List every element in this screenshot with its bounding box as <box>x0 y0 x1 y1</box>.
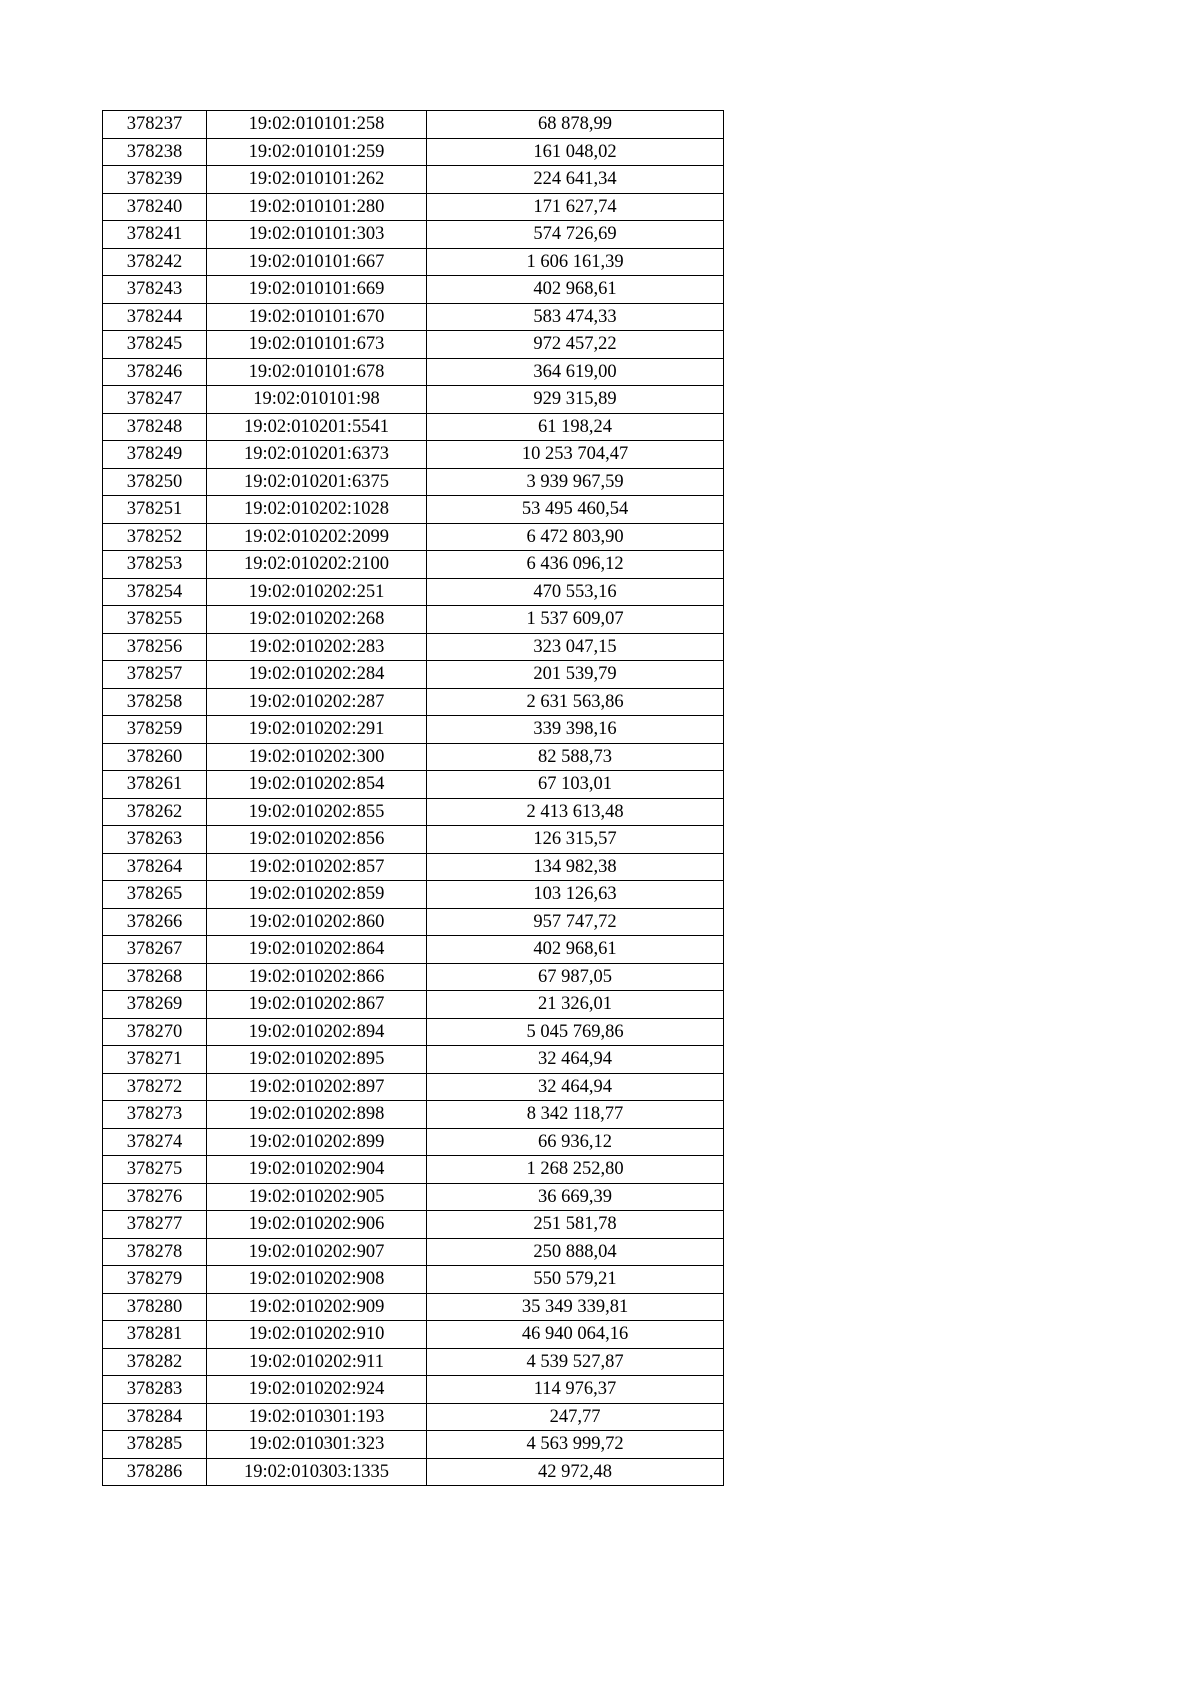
cadastral-number-cell: 19:02:010202:2100 <box>207 551 427 579</box>
cadastral-number-cell: 19:02:010101:667 <box>207 248 427 276</box>
cadastral-number-cell: 19:02:010202:860 <box>207 908 427 936</box>
cadastral-value-cell: 134 982,38 <box>427 853 724 881</box>
row-number-cell: 378280 <box>103 1293 207 1321</box>
table-row <box>103 688 724 716</box>
cadastral-value-cell: 929 315,89 <box>427 386 724 414</box>
row-number-cell: 378276 <box>103 1183 207 1211</box>
row-number-cell: 378258 <box>103 688 207 716</box>
table-row <box>103 386 724 414</box>
table-row <box>103 881 724 909</box>
row-number-cell: 378266 <box>103 908 207 936</box>
cadastral-value-cell: 10 253 704,47 <box>427 441 724 469</box>
row-number-cell: 378250 <box>103 468 207 496</box>
cadastral-value-cell: 402 968,61 <box>427 276 724 304</box>
cadastral-value-cell: 53 495 460,54 <box>427 496 724 524</box>
row-number-cell: 378267 <box>103 936 207 964</box>
cadastral-value-cell: 36 669,39 <box>427 1183 724 1211</box>
table-row <box>103 221 724 249</box>
cadastral-number-cell: 19:02:010202:909 <box>207 1293 427 1321</box>
table-row <box>103 1128 724 1156</box>
row-number-cell: 378273 <box>103 1101 207 1129</box>
row-number-cell: 378265 <box>103 881 207 909</box>
cadastral-value-cell: 201 539,79 <box>427 661 724 689</box>
cadastral-value-cell: 4 539 527,87 <box>427 1348 724 1376</box>
cadastral-number-cell: 19:02:010202:268 <box>207 606 427 634</box>
cadastral-value-cell: 364 619,00 <box>427 358 724 386</box>
row-number-cell: 378242 <box>103 248 207 276</box>
row-number-cell: 378251 <box>103 496 207 524</box>
cadastral-value-cell: 2 413 613,48 <box>427 798 724 826</box>
table-row <box>103 798 724 826</box>
cadastral-value-cell: 32 464,94 <box>427 1046 724 1074</box>
row-number-cell: 378283 <box>103 1376 207 1404</box>
cadastral-number-cell: 19:02:010202:906 <box>207 1211 427 1239</box>
cadastral-number-cell: 19:02:010202:864 <box>207 936 427 964</box>
cadastral-value-cell: 1 537 609,07 <box>427 606 724 634</box>
cadastral-value-cell: 67 987,05 <box>427 963 724 991</box>
cadastral-value-cell: 1 268 252,80 <box>427 1156 724 1184</box>
table-row <box>103 633 724 661</box>
cadastral-value-cell: 8 342 118,77 <box>427 1101 724 1129</box>
row-number-cell: 378269 <box>103 991 207 1019</box>
cadastral-number-cell: 19:02:010301:323 <box>207 1431 427 1459</box>
table-row <box>103 1376 724 1404</box>
cadastral-value-cell: 574 726,69 <box>427 221 724 249</box>
cadastral-value-cell: 583 474,33 <box>427 303 724 331</box>
cadastral-value-cell: 35 349 339,81 <box>427 1293 724 1321</box>
cadastral-number-cell: 19:02:010201:6373 <box>207 441 427 469</box>
row-number-cell: 378264 <box>103 853 207 881</box>
cadastral-number-cell: 19:02:010202:904 <box>207 1156 427 1184</box>
cadastral-number-cell: 19:02:010201:5541 <box>207 413 427 441</box>
row-number-cell: 378245 <box>103 331 207 359</box>
table-row <box>103 1211 724 1239</box>
cadastral-number-cell: 19:02:010101:258 <box>207 111 427 139</box>
cadastral-value-cell: 323 047,15 <box>427 633 724 661</box>
row-number-cell: 378247 <box>103 386 207 414</box>
table-row <box>103 138 724 166</box>
table-row <box>103 111 724 139</box>
table-row <box>103 413 724 441</box>
cadastral-value-cell: 46 940 064,16 <box>427 1321 724 1349</box>
row-number-cell: 378260 <box>103 743 207 771</box>
row-number-cell: 378272 <box>103 1073 207 1101</box>
cadastral-value-cell: 171 627,74 <box>427 193 724 221</box>
row-number-cell: 378257 <box>103 661 207 689</box>
table-row <box>103 248 724 276</box>
table-row <box>103 523 724 551</box>
table-row <box>103 441 724 469</box>
cadastral-number-cell: 19:02:010101:669 <box>207 276 427 304</box>
cadastral-number-cell: 19:02:010202:897 <box>207 1073 427 1101</box>
cadastral-number-cell: 19:02:010202:905 <box>207 1183 427 1211</box>
table-row <box>103 1238 724 1266</box>
cadastral-value-cell: 114 976,37 <box>427 1376 724 1404</box>
cadastral-number-cell: 19:02:010202:1028 <box>207 496 427 524</box>
cadastral-number-cell: 19:02:010301:193 <box>207 1403 427 1431</box>
cadastral-number-cell: 19:02:010101:259 <box>207 138 427 166</box>
table-row <box>103 358 724 386</box>
row-number-cell: 378275 <box>103 1156 207 1184</box>
cadastral-number-cell: 19:02:010202:2099 <box>207 523 427 551</box>
row-number-cell: 378261 <box>103 771 207 799</box>
cadastral-number-cell: 19:02:010202:857 <box>207 853 427 881</box>
table-row <box>103 963 724 991</box>
cadastral-number-cell: 19:02:010202:300 <box>207 743 427 771</box>
cadastral-number-cell: 19:02:010202:907 <box>207 1238 427 1266</box>
table-row <box>103 853 724 881</box>
row-number-cell: 378237 <box>103 111 207 139</box>
table-row <box>103 1101 724 1129</box>
row-number-cell: 378270 <box>103 1018 207 1046</box>
table-row <box>103 551 724 579</box>
row-number-cell: 378244 <box>103 303 207 331</box>
row-number-cell: 378282 <box>103 1348 207 1376</box>
cadastral-value-table <box>102 110 724 1486</box>
table-row <box>103 1073 724 1101</box>
table-body <box>103 111 724 1486</box>
table-row <box>103 1458 724 1486</box>
cadastral-value-cell: 224 641,34 <box>427 166 724 194</box>
table-row <box>103 1156 724 1184</box>
table-row <box>103 1183 724 1211</box>
cadastral-value-cell: 402 968,61 <box>427 936 724 964</box>
table-row <box>103 468 724 496</box>
cadastral-value-cell: 161 048,02 <box>427 138 724 166</box>
cadastral-value-cell: 82 588,73 <box>427 743 724 771</box>
cadastral-number-cell: 19:02:010202:291 <box>207 716 427 744</box>
row-number-cell: 378277 <box>103 1211 207 1239</box>
cadastral-value-cell: 126 315,57 <box>427 826 724 854</box>
cadastral-value-cell: 61 198,24 <box>427 413 724 441</box>
row-number-cell: 378243 <box>103 276 207 304</box>
table-row <box>103 1046 724 1074</box>
row-number-cell: 378246 <box>103 358 207 386</box>
cadastral-number-cell: 19:02:010202:899 <box>207 1128 427 1156</box>
cadastral-number-cell: 19:02:010202:283 <box>207 633 427 661</box>
table-row <box>103 908 724 936</box>
cadastral-value-cell: 247,77 <box>427 1403 724 1431</box>
cadastral-value-cell: 470 553,16 <box>427 578 724 606</box>
cadastral-number-cell: 19:02:010101:678 <box>207 358 427 386</box>
table-row <box>103 496 724 524</box>
row-number-cell: 378252 <box>103 523 207 551</box>
row-number-cell: 378284 <box>103 1403 207 1431</box>
table-row <box>103 1293 724 1321</box>
cadastral-value-cell: 251 581,78 <box>427 1211 724 1239</box>
row-number-cell: 378262 <box>103 798 207 826</box>
cadastral-value-cell: 6 436 096,12 <box>427 551 724 579</box>
cadastral-number-cell: 19:02:010202:251 <box>207 578 427 606</box>
row-number-cell: 378241 <box>103 221 207 249</box>
cadastral-value-cell: 550 579,21 <box>427 1266 724 1294</box>
table-row <box>103 166 724 194</box>
row-number-cell: 378239 <box>103 166 207 194</box>
cadastral-value-cell: 42 972,48 <box>427 1458 724 1486</box>
cadastral-number-cell: 19:02:010202:856 <box>207 826 427 854</box>
row-number-cell: 378271 <box>103 1046 207 1074</box>
table-row <box>103 331 724 359</box>
cadastral-number-cell: 19:02:010202:287 <box>207 688 427 716</box>
row-number-cell: 378285 <box>103 1431 207 1459</box>
table-row <box>103 606 724 634</box>
cadastral-number-cell: 19:02:010101:670 <box>207 303 427 331</box>
cadastral-number-cell: 19:02:010202:855 <box>207 798 427 826</box>
cadastral-value-cell: 957 747,72 <box>427 908 724 936</box>
table-row <box>103 661 724 689</box>
table-row <box>103 1403 724 1431</box>
cadastral-number-cell: 19:02:010202:894 <box>207 1018 427 1046</box>
table-row <box>103 743 724 771</box>
cadastral-number-cell: 19:02:010202:898 <box>207 1101 427 1129</box>
table-row <box>103 771 724 799</box>
cadastral-value-cell: 5 045 769,86 <box>427 1018 724 1046</box>
row-number-cell: 378286 <box>103 1458 207 1486</box>
table-row <box>103 578 724 606</box>
cadastral-number-cell: 19:02:010202:910 <box>207 1321 427 1349</box>
cadastral-value-cell: 1 606 161,39 <box>427 248 724 276</box>
cadastral-number-cell: 19:02:010202:908 <box>207 1266 427 1294</box>
cadastral-value-cell: 3 939 967,59 <box>427 468 724 496</box>
row-number-cell: 378255 <box>103 606 207 634</box>
table-row <box>103 716 724 744</box>
cadastral-number-cell: 19:02:010101:98 <box>207 386 427 414</box>
row-number-cell: 378248 <box>103 413 207 441</box>
table-row <box>103 936 724 964</box>
cadastral-value-cell: 6 472 803,90 <box>427 523 724 551</box>
row-number-cell: 378249 <box>103 441 207 469</box>
row-number-cell: 378256 <box>103 633 207 661</box>
cadastral-number-cell: 19:02:010303:1335 <box>207 1458 427 1486</box>
cadastral-number-cell: 19:02:010202:866 <box>207 963 427 991</box>
table-row <box>103 1321 724 1349</box>
row-number-cell: 378253 <box>103 551 207 579</box>
table-row <box>103 1018 724 1046</box>
row-number-cell: 378278 <box>103 1238 207 1266</box>
cadastral-number-cell: 19:02:010101:303 <box>207 221 427 249</box>
row-number-cell: 378254 <box>103 578 207 606</box>
row-number-cell: 378268 <box>103 963 207 991</box>
cadastral-number-cell: 19:02:010202:924 <box>207 1376 427 1404</box>
table-row <box>103 1266 724 1294</box>
cadastral-value-cell: 66 936,12 <box>427 1128 724 1156</box>
table-row <box>103 276 724 304</box>
cadastral-number-cell: 19:02:010201:6375 <box>207 468 427 496</box>
row-number-cell: 378259 <box>103 716 207 744</box>
cadastral-value-cell: 32 464,94 <box>427 1073 724 1101</box>
cadastral-value-cell: 67 103,01 <box>427 771 724 799</box>
cadastral-number-cell: 19:02:010101:262 <box>207 166 427 194</box>
row-number-cell: 378274 <box>103 1128 207 1156</box>
cadastral-number-cell: 19:02:010202:284 <box>207 661 427 689</box>
cadastral-value-cell: 21 326,01 <box>427 991 724 1019</box>
cadastral-number-cell: 19:02:010101:673 <box>207 331 427 359</box>
cadastral-value-cell: 2 631 563,86 <box>427 688 724 716</box>
cadastral-number-cell: 19:02:010202:859 <box>207 881 427 909</box>
cadastral-number-cell: 19:02:010202:895 <box>207 1046 427 1074</box>
table-row <box>103 1348 724 1376</box>
cadastral-value-cell: 103 126,63 <box>427 881 724 909</box>
row-number-cell: 378281 <box>103 1321 207 1349</box>
cadastral-number-cell: 19:02:010202:854 <box>207 771 427 799</box>
cadastral-value-cell: 972 457,22 <box>427 331 724 359</box>
table-row <box>103 1431 724 1459</box>
cadastral-number-cell: 19:02:010202:911 <box>207 1348 427 1376</box>
row-number-cell: 378263 <box>103 826 207 854</box>
cadastral-number-cell: 19:02:010101:280 <box>207 193 427 221</box>
cadastral-value-cell: 339 398,16 <box>427 716 724 744</box>
cadastral-value-cell: 4 563 999,72 <box>427 1431 724 1459</box>
row-number-cell: 378240 <box>103 193 207 221</box>
row-number-cell: 378238 <box>103 138 207 166</box>
table-row <box>103 991 724 1019</box>
table-row <box>103 826 724 854</box>
cadastral-value-cell: 68 878,99 <box>427 111 724 139</box>
cadastral-value-cell: 250 888,04 <box>427 1238 724 1266</box>
table-row <box>103 193 724 221</box>
cadastral-number-cell: 19:02:010202:867 <box>207 991 427 1019</box>
row-number-cell: 378279 <box>103 1266 207 1294</box>
table-row <box>103 303 724 331</box>
